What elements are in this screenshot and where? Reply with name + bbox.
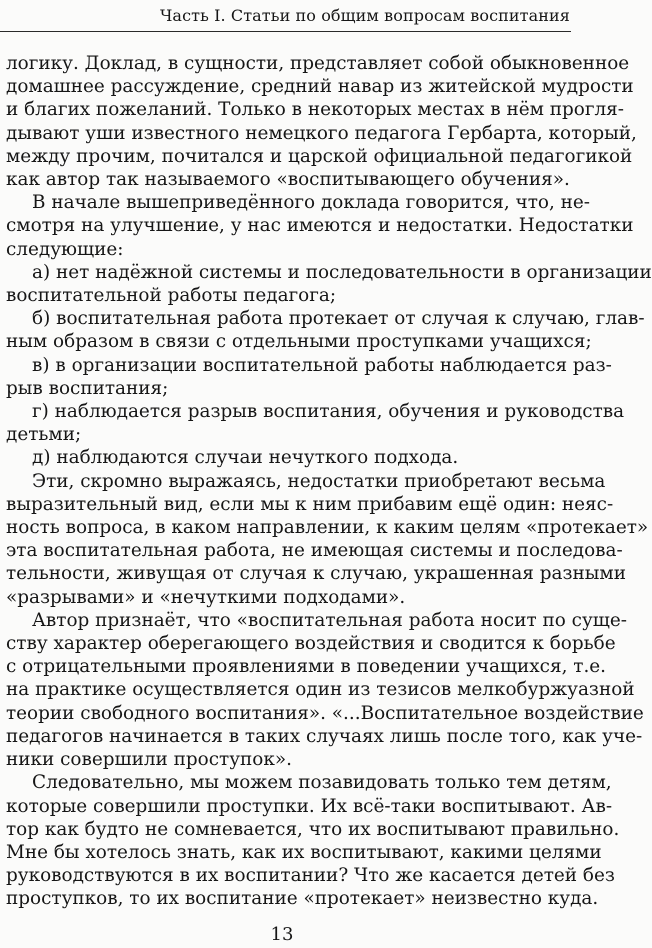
text-line: домашнее рассуждение, средний навар из житейской мудрости <box>6 76 634 98</box>
text-line: Следовательно, мы можем позавидовать только тем детям, <box>32 772 612 794</box>
text-line: между прочим, почитался и царской официальной педагогикой <box>6 145 633 167</box>
list-item-line: детьми; <box>6 424 82 446</box>
text-line: теории свободного воспитания». «...Воспитательное воздействие <box>6 702 644 724</box>
text-line: руководствуются в их воспитании? Что же касается детей без <box>6 865 615 887</box>
text-line: следующие: <box>6 238 124 260</box>
text-line: тельности, живущая от случая к случаю, украшенная разными <box>6 563 626 585</box>
text-line: дывают уши известного немецкого педагога Гербарта, который, <box>6 122 637 144</box>
header-rule <box>0 31 571 32</box>
text-line: смотря на улучшение, у нас имеются и недостатки. Недостатки <box>6 215 634 237</box>
text-line: Эти, скромно выражаясь, недостатки приобретают весьма <box>32 470 606 492</box>
text-line: выразительный вид, если мы к ним прибавим ещё один: неяс- <box>6 493 614 515</box>
text-line: Мне бы хотелось знать, как их воспитывают, какими целями <box>6 841 602 863</box>
text-line: которые совершили проступки. Их всё-таки воспитывают. Ав- <box>6 795 613 817</box>
running-header: Часть I. Статьи по общим вопросам воспитания <box>159 6 570 25</box>
body-text <box>6 52 652 911</box>
list-item-line: д) наблюдаются случаи нечуткого подхода. <box>32 447 459 469</box>
text-line: на практике осуществляется один из тезисов мелкобуржуазной <box>6 679 635 701</box>
text-line: проступков, то их воспитание «протекает» неизвестно куда. <box>6 888 599 910</box>
list-item-line: воспитательной работы педагога; <box>6 285 337 307</box>
text-line: ники совершили проступок». <box>6 749 292 771</box>
list-item-line: г) наблюдается разрыв воспитания, обучения и руководства <box>32 401 625 423</box>
text-line: как автор так называемого «воспитывающего обучения». <box>6 169 570 191</box>
list-item-line: ным образом в связи с отдельными проступками учащихся; <box>6 331 592 353</box>
list-item-line: а) нет надёжной системы и последовательности в организации <box>32 261 652 283</box>
text-line: педагогов начинается в таких случаях лишь после того, как уче- <box>6 725 643 747</box>
text-line: логику. Доклад, в сущности, представляет собой обыкновенное <box>6 53 630 74</box>
page-number: 13 <box>270 924 294 945</box>
list-item-line: рыв воспитания; <box>6 377 169 399</box>
text-line: с отрицательными проявлениями в поведении учащихся, т.е. <box>6 656 607 678</box>
text-line: «разрывами» и «нечуткими подходами». <box>6 586 406 608</box>
text-line: Автор признаёт, что «воспитательная работа носит по суще- <box>32 609 628 631</box>
text-line: эта воспитательная работа, не имеющая системы и последова- <box>6 540 623 562</box>
text-line: ству характер оберегающего воздействия и сводится к борьбе <box>6 633 616 655</box>
list-item-line: б) воспитательная работа протекает от случая к случаю, глав- <box>32 308 645 330</box>
list-item-line: в) в организации воспитательной работы наблюдается раз- <box>32 354 612 376</box>
text-line: В начале вышеприведённого доклада говорится, что, не- <box>32 192 591 214</box>
text-line: тор как будто не сомневается, что их воспитывают правильно. <box>6 818 620 840</box>
text-line: и благих пожеланий. Только в некоторых местах в нём прогля- <box>6 99 624 121</box>
text-line: ность вопроса, в каком направлении, к каким целям «протекает» <box>6 517 649 539</box>
